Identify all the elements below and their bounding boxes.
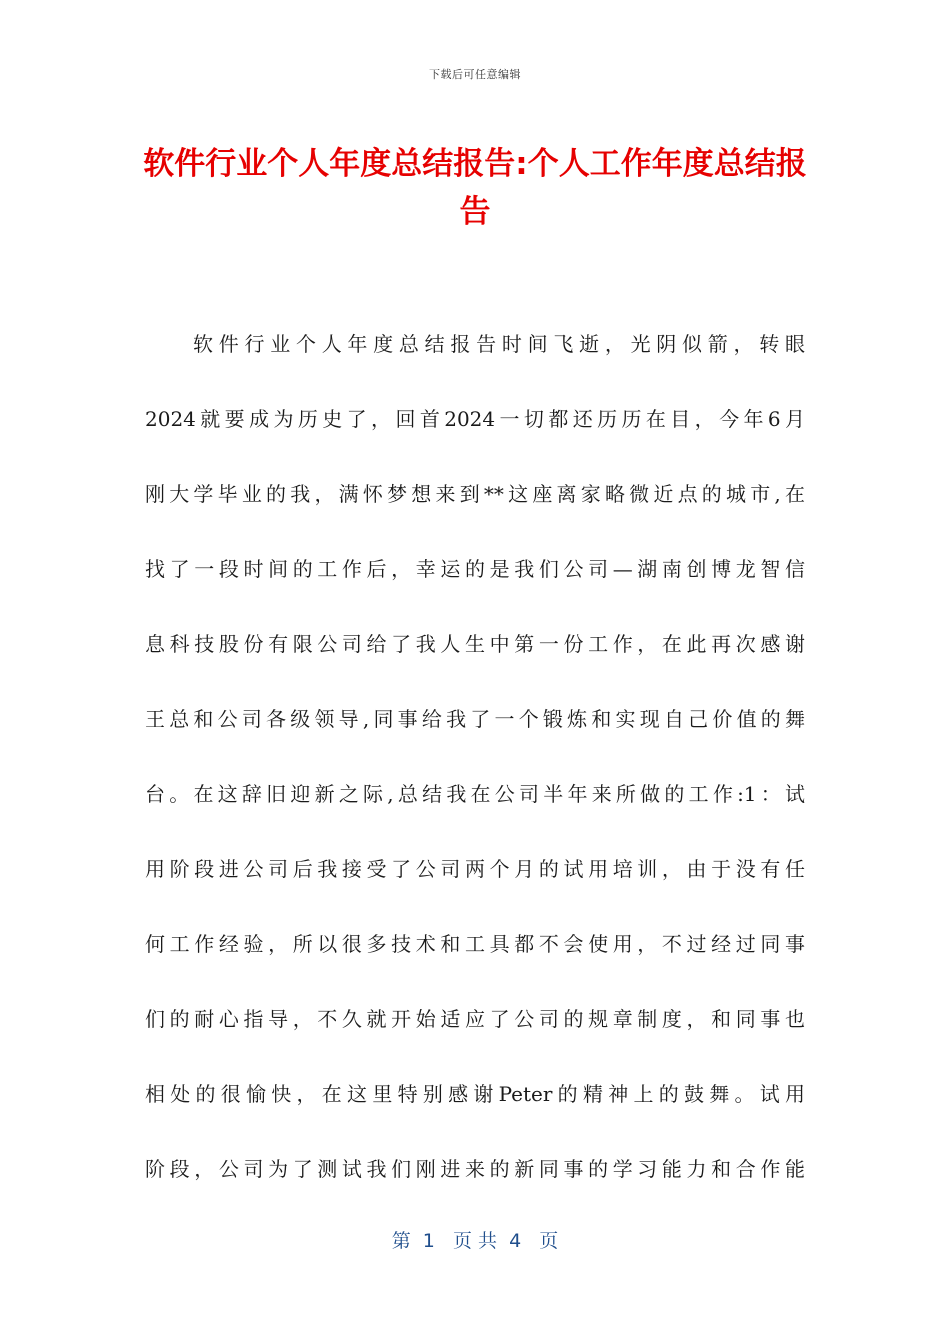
header-note: 下载后可任意编辑: [429, 68, 521, 81]
body-line: 王总和公司各级领导,同事给我了一个锻炼和实现自己价值的舞: [145, 707, 805, 731]
body-line: 阶段，公司为了测试我们刚进来的新同事的学习能力和合作能: [145, 1157, 805, 1181]
body-line: 台。在这辞旧迎新之际,总结我在公司半年来所做的工作:1：试: [145, 782, 805, 806]
document-title: 软件行业个人年度总结报告:个人工作年度总结报告: [143, 146, 807, 230]
body-line: 何工作经验，所以很多技术和工具都不会使用，不过经过同事: [145, 932, 805, 956]
body-line: 们的耐心指导，不久就开始适应了公司的规章制度，和同事也: [145, 1007, 805, 1031]
body-line: 息科技股份有限公司给了我人生中第一份工作，在此再次感谢: [145, 632, 805, 656]
body-line: 找了一段时间的工作后，幸运的是我们公司—湖南创博龙智信: [145, 557, 805, 581]
body-line: 用阶段进公司后我接受了公司两个月的试用培训，由于没有任: [145, 857, 805, 881]
body-line: 软件行业个人年度总结报告时间飞逝，光阴似箭，转眼: [193, 332, 805, 356]
document-body: [145, 324, 805, 1224]
body-line: 刚大学毕业的我，满怀梦想来到**这座离家略微近点的城市,在: [145, 482, 805, 506]
body-line: 相处的很愉快，在这里特别感谢Peter的精神上的鼓舞。试用: [145, 1082, 805, 1106]
body-line: 2024就要成为历史了，回首2024一切都还历历在目，今年6月: [145, 407, 805, 431]
page-number-footer: 第 1 页 共 4 页: [391, 1230, 559, 1252]
